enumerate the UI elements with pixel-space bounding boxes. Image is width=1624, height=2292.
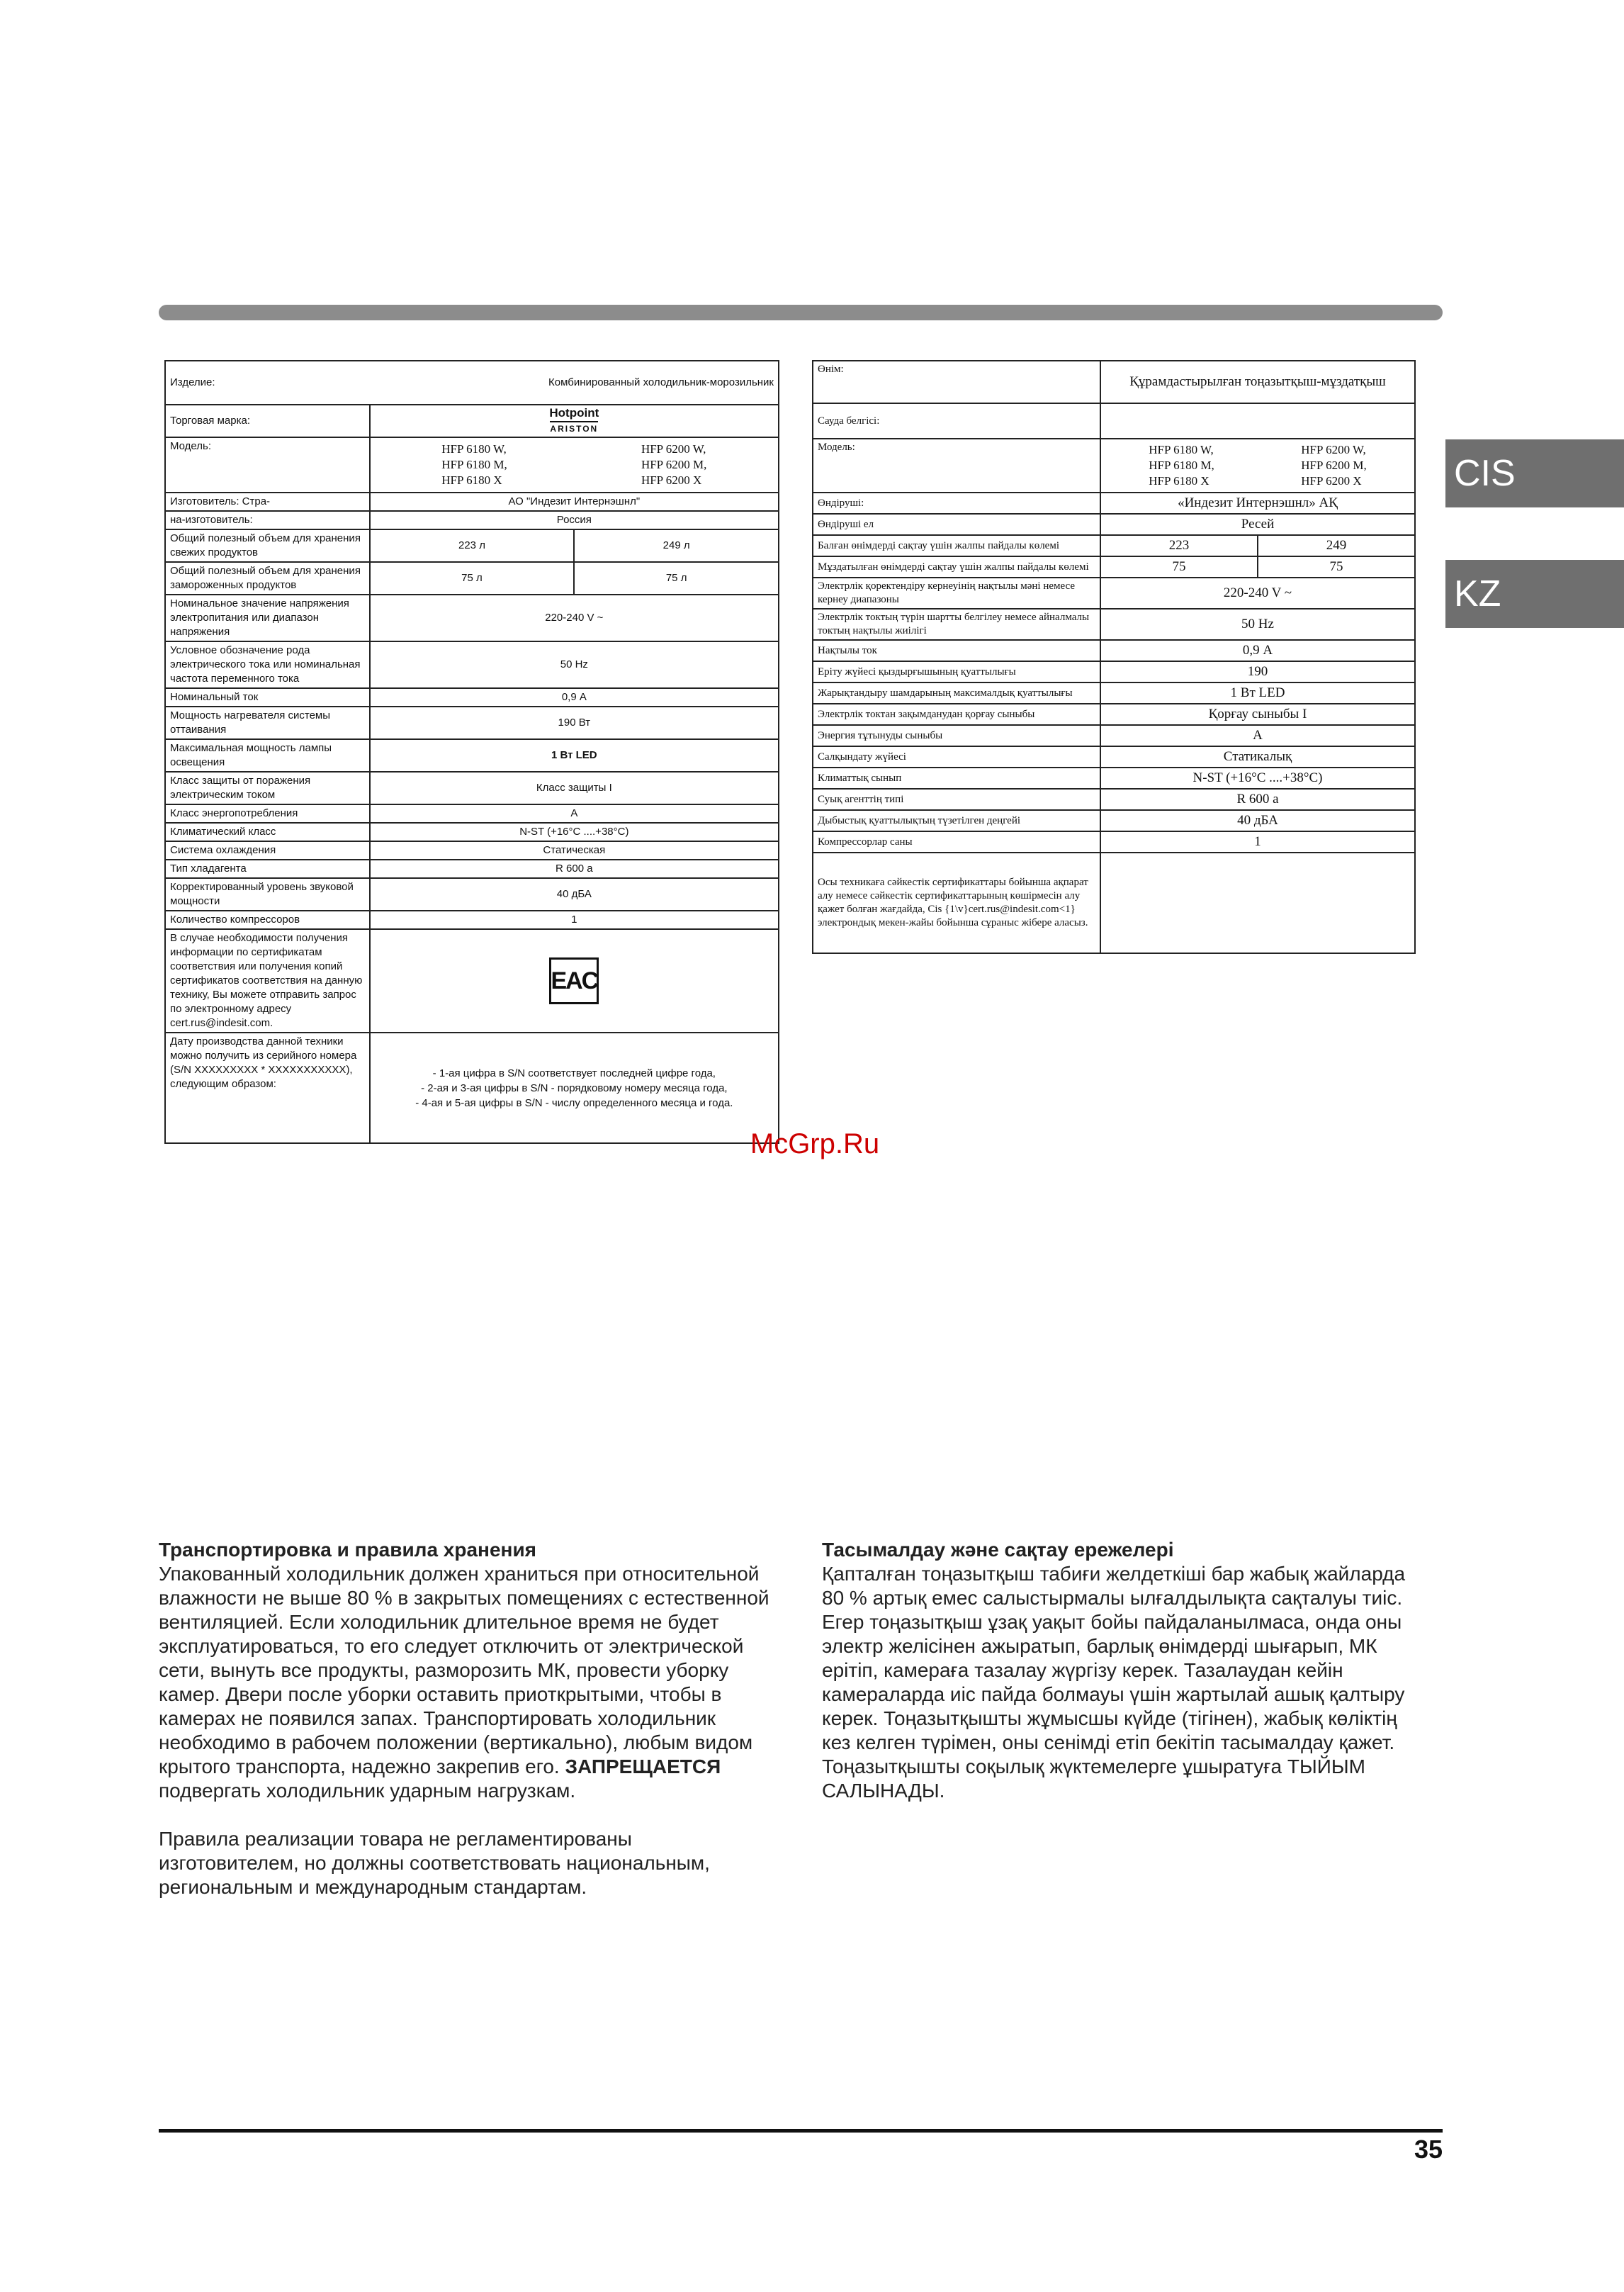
table-row bbox=[813, 810, 1415, 831]
row-label: Класс защиты от поражения электрическим током bbox=[165, 772, 370, 804]
watermark: McGrp.Ru bbox=[750, 1128, 880, 1159]
row-value: Қорғау сыныбы I bbox=[1100, 704, 1415, 725]
table-row bbox=[165, 804, 779, 823]
row-label: Климаттық сынып bbox=[813, 768, 1100, 789]
row-value-a: 75 bbox=[1100, 556, 1258, 578]
section-title: Тасымалдау және сақтау ережелері bbox=[822, 1539, 1174, 1561]
sn-line-3: - 4-ая и 5-ая цифры в S/N - числу определенного месяца и года. bbox=[415, 1096, 733, 1109]
paragraph: Правила реализации товара не регламентированы изготовителем, но должны соответствовать национальным, региональным и международным стандартам. bbox=[159, 1828, 710, 1898]
table-row bbox=[813, 661, 1415, 682]
row-label: Изготовитель: Стра- bbox=[165, 493, 370, 511]
table-row bbox=[165, 911, 779, 929]
row-label: Общий полезный объем для хранения свежих продуктов bbox=[165, 529, 370, 562]
table-row bbox=[813, 493, 1415, 514]
cert-label: Осы техникаға сәйкестік сертификаттары бойынша ақпарат алу немесе сәйкестік сертификаттарының көшірмесін алу қажет болған жағдайда, Cis {1\v}cert.rus@indesit.com<1} электрондық мекен-жайы бойынша сұраныс жібере аласыз. bbox=[813, 853, 1100, 953]
row-label: Еріту жүйесі қыздырғышының қуаттылығы bbox=[813, 661, 1100, 682]
table-row bbox=[813, 682, 1415, 704]
table-row bbox=[165, 841, 779, 860]
row-value: 220-240 V ~ bbox=[370, 595, 779, 641]
row-label: Нақтылы ток bbox=[813, 640, 1100, 661]
models-col1: HFP 6180 W, HFP 6180 M, HFP 6180 X bbox=[1149, 443, 1214, 488]
row-value: A bbox=[1100, 725, 1415, 746]
paragraph: Қапталған тоңазытқыш табиғи желдеткіші бар жабық жайларда 80 % артық емес салыстырмалы ылғалдылықта сақталуы тиіс. Егер тоңазытқыш ұзақ уақыт бойы пайдаланылмаса, онда оны электр желісінен ажыратып, барлық өнімдерді шығарып, МК ерітіп, камераға тазалау жүргізу керек. Тазалаудан кейін камераларда иіс пайда болмауы үшін жартылай ашық қалтыру керек. Тоңазытқышты жұмысшы күйде (тігінен), жабық көліктің кез келген түрімен, оны сенімді етіп бекітіп тасымалдау қажет. Тоңазытқышты соқылық жүктемелерге ұшыратуға ТЫЙЫМ САЛЫНАДЫ. bbox=[822, 1563, 1406, 1802]
row-value: 50 Hz bbox=[370, 641, 779, 688]
row-value: 40 дБА bbox=[1100, 810, 1415, 831]
model-label: Модель: bbox=[813, 439, 1100, 493]
row-value: 50 Hz bbox=[1100, 609, 1415, 640]
table-row bbox=[165, 562, 779, 595]
row-value: Статикалық bbox=[1100, 746, 1415, 768]
ru-spec-table bbox=[164, 360, 779, 1144]
sn-line-1: - 1-ая цифра в S/N соответствует последней цифре года, bbox=[432, 1067, 716, 1079]
table-row bbox=[813, 403, 1415, 439]
row-label: на-изготовитель: bbox=[165, 511, 370, 529]
table-row bbox=[813, 746, 1415, 768]
row-label: Компрессорлар саны bbox=[813, 831, 1100, 853]
table-row bbox=[165, 1033, 779, 1143]
table-row bbox=[165, 361, 779, 405]
product-label: Өнім: bbox=[813, 361, 1100, 403]
row-value-a: 75 л bbox=[370, 562, 575, 595]
row-value: 220-240 V ~ bbox=[1100, 578, 1415, 609]
table-row bbox=[165, 641, 779, 688]
row-value: R 600 a bbox=[370, 860, 779, 878]
paragraph-text: Упакованный холодильник должен храниться при относительной влажности не выше 80 % в закрытых помещениях с естественной вентиляцией. Если холодильник длительное время не будет эксплуатироваться, то его следует отключить от электрической сети, вынуть все продукты, разморозить МК, провести уборку камер. Двери после уборки оставить приоткрытыми, чтобы в камерах не появился запах. Транспортировать холодильник необходимо в рабочем положении (вертикально), любым видом крытого транспорта, надежно закрепив его. bbox=[159, 1563, 769, 1777]
row-label: Класс энергопотребления bbox=[165, 804, 370, 823]
model-cell bbox=[1100, 439, 1415, 493]
row-label: Корректированный уровень звуковой мощности bbox=[165, 878, 370, 911]
table-row bbox=[165, 929, 779, 1033]
cert-label: В случае необходимости получения информации по сертификатам соответствия или получения копий сертификатов соответствия на данную технику, Вы можете отправить запрос по электронному адресу cert.rus@indesit.com. bbox=[165, 929, 370, 1033]
table-row bbox=[165, 707, 779, 739]
cert-mark-cell bbox=[370, 929, 779, 1033]
row-label: Климатический класс bbox=[165, 823, 370, 841]
table-row bbox=[165, 437, 779, 493]
kz-transport-section bbox=[822, 1538, 1410, 1803]
table-row bbox=[813, 556, 1415, 578]
brand-logo bbox=[370, 405, 779, 437]
section-title: Транспортировка и правила хранения bbox=[159, 1539, 536, 1561]
table-row bbox=[165, 511, 779, 529]
models-col2: HFP 6200 W, HFP 6200 M, HFP 6200 X bbox=[1301, 443, 1367, 488]
cert-cell bbox=[1100, 853, 1415, 953]
table-row bbox=[165, 688, 779, 707]
row-label: Балған өнімдерді сақтау үшін жалпы пайдалы көлемі bbox=[813, 535, 1100, 556]
row-value-a: 223 bbox=[1100, 535, 1258, 556]
row-value: АО "Индезит Интернэшнл" bbox=[370, 493, 779, 511]
row-value: N-ST (+16°C ....+38°C) bbox=[370, 823, 779, 841]
row-value-b: 249 л bbox=[574, 529, 779, 562]
table-row bbox=[165, 595, 779, 641]
product-label: Изделие: bbox=[170, 376, 215, 388]
table-row bbox=[813, 578, 1415, 609]
table-row bbox=[813, 725, 1415, 746]
row-label: Мұздатылған өнімдерді сақтау үшін жалпы пайдалы көлемі bbox=[813, 556, 1100, 578]
row-value: R 600 a bbox=[1100, 789, 1415, 810]
row-value: «Индезит Интернэшнл» АҚ bbox=[1100, 493, 1415, 514]
table-row bbox=[813, 609, 1415, 640]
row-label: Общий полезный объем для хранения замороженных продуктов bbox=[165, 562, 370, 595]
paragraph-emphasis: ЗАПРЕЩАЕТСЯ bbox=[565, 1755, 721, 1777]
models-col1: HFP 6180 W, HFP 6180 M, HFP 6180 X bbox=[441, 442, 507, 487]
row-value-b: 249 bbox=[1258, 535, 1415, 556]
row-value: Россия bbox=[370, 511, 779, 529]
row-value: 190 Вт bbox=[370, 707, 779, 739]
model-label: Модель: bbox=[165, 437, 370, 493]
row-value: 1 Вт LED bbox=[370, 739, 779, 772]
row-value: Статическая bbox=[370, 841, 779, 860]
row-value: 1 Вт LED bbox=[1100, 682, 1415, 704]
brand-label: Торговая марка: bbox=[165, 405, 370, 437]
table-row bbox=[165, 529, 779, 562]
row-value-a: 223 л bbox=[370, 529, 575, 562]
row-label: Максимальная мощность лампы освещения bbox=[165, 739, 370, 772]
row-value-b: 75 bbox=[1258, 556, 1415, 578]
table-row bbox=[813, 768, 1415, 789]
table-row bbox=[813, 853, 1415, 953]
page-number: 35 bbox=[1414, 2135, 1443, 2164]
sn-line-2: - 2-ая и 3-ая цифры в S/N - порядковому номеру месяца года, bbox=[421, 1082, 728, 1094]
brand-name: Hotpoint bbox=[549, 406, 599, 420]
product-value: Құрамдастырылған тоңазытқыш-мұздатқыш bbox=[1100, 361, 1415, 403]
tab-cis[interactable]: CIS bbox=[1445, 439, 1624, 507]
table-row bbox=[165, 772, 779, 804]
table-row bbox=[813, 704, 1415, 725]
row-value: 40 дБА bbox=[370, 878, 779, 911]
table-row bbox=[165, 860, 779, 878]
row-label: Номинальное значение напряжения электропитания или диапазон напряжения bbox=[165, 595, 370, 641]
models-col2: HFP 6200 W, HFP 6200 M, HFP 6200 X bbox=[641, 442, 707, 487]
row-value: 0,9 А bbox=[1100, 640, 1415, 661]
footer-divider bbox=[159, 2129, 1443, 2133]
paragraph bbox=[159, 1562, 772, 1803]
row-value: 1 bbox=[370, 911, 779, 929]
model-cell bbox=[370, 437, 779, 493]
row-value: 0,9 А bbox=[370, 688, 779, 707]
kz-spec-table bbox=[812, 360, 1416, 954]
row-label: Электрлік токтан зақымданудан қорғау сыныбы bbox=[813, 704, 1100, 725]
table-cell bbox=[165, 361, 779, 405]
row-label: Өндіруші ел bbox=[813, 514, 1100, 535]
row-value: N-ST (+16°C ....+38°C) bbox=[1100, 768, 1415, 789]
row-label: Электрлік қоректендіру кернеуінің нақтылы мәні немесе кернеу диапазоны bbox=[813, 578, 1100, 609]
table-row bbox=[813, 361, 1415, 403]
ru-transport-section bbox=[159, 1538, 772, 1899]
brand-label: Сауда белгісі: bbox=[813, 403, 1100, 439]
table-row bbox=[813, 640, 1415, 661]
table-row bbox=[165, 405, 779, 437]
row-label: Номинальный ток bbox=[165, 688, 370, 707]
sn-cell bbox=[370, 1033, 779, 1143]
table-row bbox=[813, 789, 1415, 810]
table-row bbox=[813, 514, 1415, 535]
row-label: Суық агенттің типі bbox=[813, 789, 1100, 810]
table-row bbox=[813, 831, 1415, 853]
paragraph-text: подвергать холодильник ударным нагрузкам. bbox=[159, 1780, 576, 1802]
row-label: Салқындату жүйесі bbox=[813, 746, 1100, 768]
brand-sub: ARISTON bbox=[550, 421, 598, 435]
tab-kz[interactable]: KZ bbox=[1445, 560, 1624, 628]
row-label: Система охлаждения bbox=[165, 841, 370, 860]
row-value: 1 bbox=[1100, 831, 1415, 853]
sn-label: Дату производства данной техники можно получить из серийного номера (S/N XXXXXXXXX * XXXXXXXXXXX), следующим образом: bbox=[165, 1033, 370, 1143]
table-row bbox=[165, 878, 779, 911]
row-label: Условное обозначение рода электрического тока или номинальная частота переменного тока bbox=[165, 641, 370, 688]
row-value: Класс защиты I bbox=[370, 772, 779, 804]
row-label: Электрлік токтың түрін шартты белгілеу немесе айналмалы токтың нақтылы жиілігі bbox=[813, 609, 1100, 640]
row-label: Өндіруші: bbox=[813, 493, 1100, 514]
table-row bbox=[165, 493, 779, 511]
row-value: 190 bbox=[1100, 661, 1415, 682]
row-label: Тип хладагента bbox=[165, 860, 370, 878]
product-value: Комбинированный холодильник-морозильник bbox=[548, 376, 774, 388]
row-label: Мощность нагревателя системы оттаивания bbox=[165, 707, 370, 739]
table-row bbox=[165, 823, 779, 841]
brand-cell bbox=[1100, 403, 1415, 439]
row-label: Дыбыстық қуаттылықтың түзетілген деңгейі bbox=[813, 810, 1100, 831]
row-value: Ресей bbox=[1100, 514, 1415, 535]
table-row bbox=[813, 535, 1415, 556]
eac-mark: EAC bbox=[549, 957, 599, 1004]
row-label: Жарықтандыру шамдарының максималдық қуаттылығы bbox=[813, 682, 1100, 704]
row-label: Энергия тұтынуды сыныбы bbox=[813, 725, 1100, 746]
table-row bbox=[165, 739, 779, 772]
row-label: Количество компрессоров bbox=[165, 911, 370, 929]
top-divider-bar bbox=[159, 305, 1443, 320]
table-row bbox=[813, 439, 1415, 493]
row-value-b: 75 л bbox=[574, 562, 779, 595]
row-value: A bbox=[370, 804, 779, 823]
